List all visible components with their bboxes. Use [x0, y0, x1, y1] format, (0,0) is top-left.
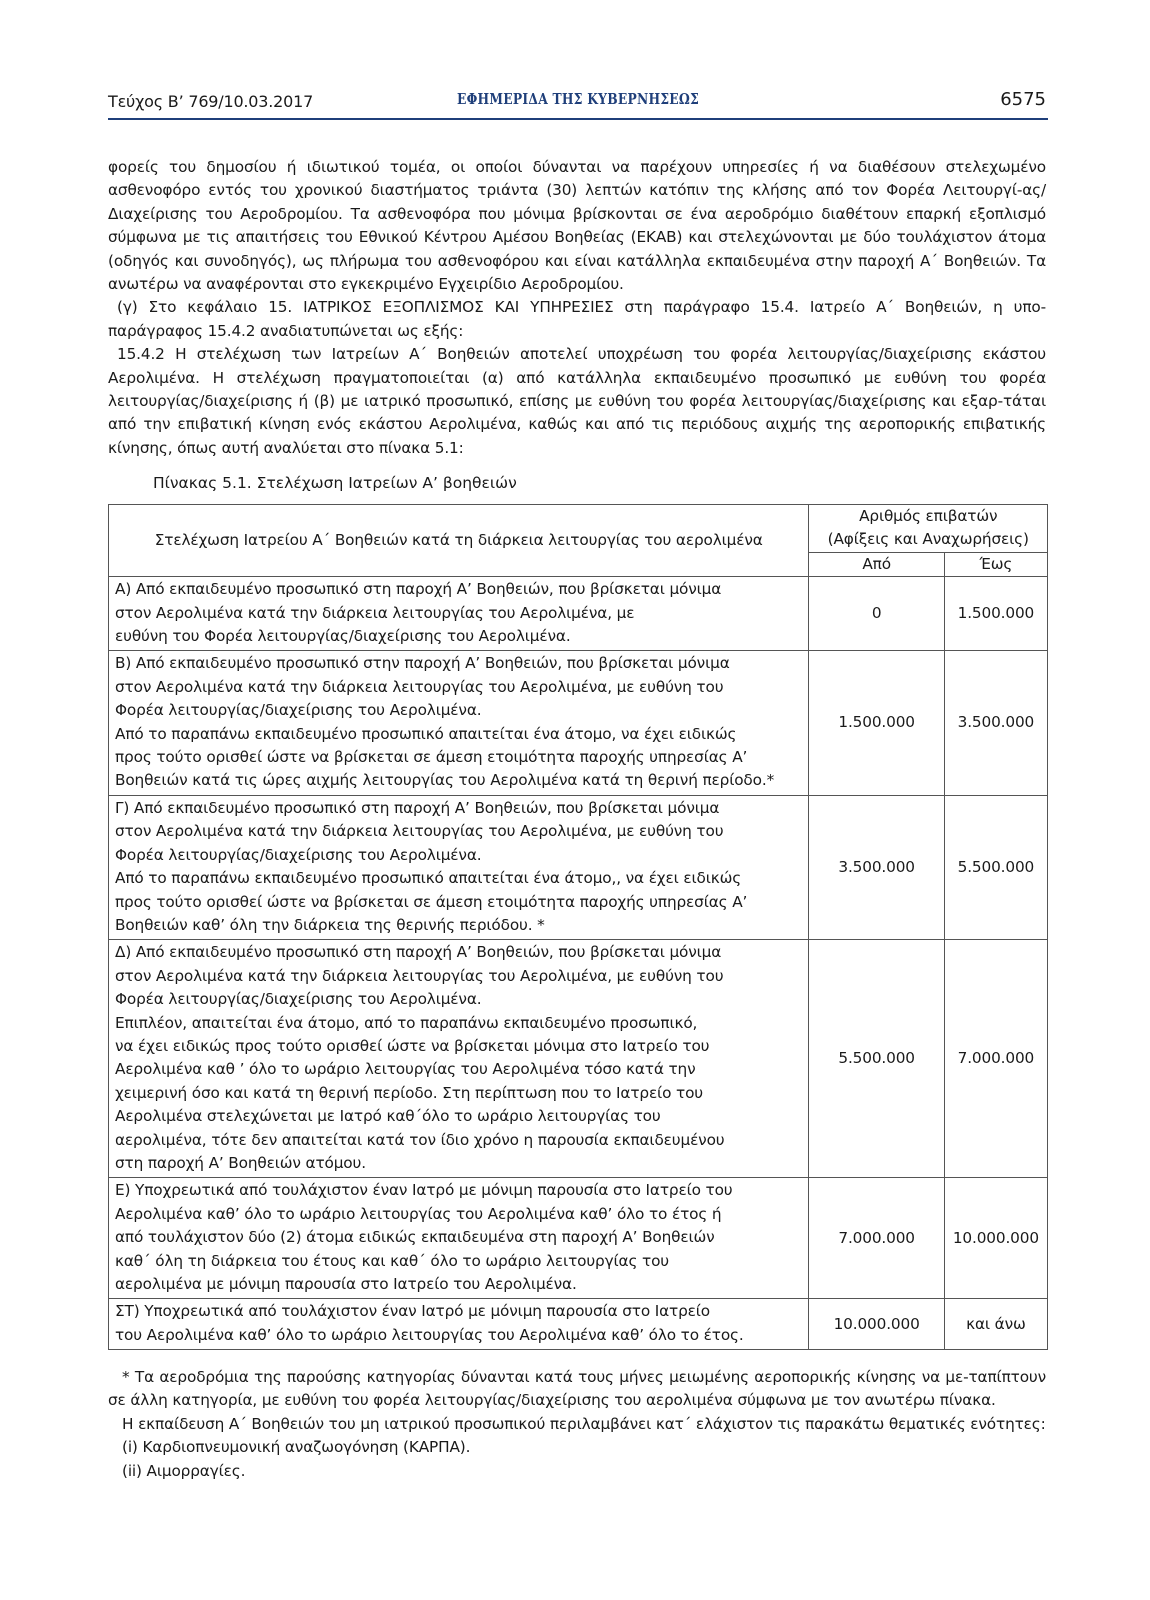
staffing-description: [109, 795, 809, 939]
description-line: Α) Από εκπαιδευμένο προσωπικό στη παροχή Α’ Βοηθειών, που βρίσκεται μόνιμα: [115, 580, 722, 599]
description-line: στον Αερολιμένα κατά την διάρκεια λειτουργίας του Αερολιμένα, με ευθύνη του: [115, 822, 724, 841]
table-caption: Πίνακας 5.1. Στελέχωση Ιατρείων Α’ βοηθειών: [153, 474, 517, 492]
passengers-from: 3.500.000: [809, 795, 944, 939]
description-line: Αερολιμένα στελεχώνεται με Ιατρό καθ΄όλο το ωράριο λειτουργίας του: [115, 1107, 661, 1126]
passengers-from: 0: [809, 577, 944, 651]
description-line: Αερολιμένα καθ ’ όλο το ωράριο λειτουργίας του Αερολιμένα τόσο κατά την: [115, 1060, 696, 1079]
page-header: [108, 88, 1048, 120]
paragraph: 15.4.2 Η στελέχωση των Ιατρείων Α΄ Βοηθειών αποτελεί υποχρέωση του φορέα λειτουργίας/διαχείρισης εκάστου Αερολιμένα. Η στελέχωση πραγματοποιείται (α) από κατάλληλα εκπαιδευμένο προσωπικό με ευθύνη του φορέα λειτουργίας/διαχείρισης ή (β) με ιατρικό προσωπικό, επίσης με ευθύνη του φορέα λειτουργίας/διαχείρισης και εξαρ-τάται από την επιβατική κίνηση ενός εκάστου Αερολιμένα, καθώς και από τις περιόδους αιχμής της αεροπορικής επιβατικής κίνησης, όπως αυτή αναλύεται στο πίνακα 5.1:: [108, 345, 1046, 457]
staffing-table: [108, 504, 1048, 1350]
description-line: Από το παραπάνω εκπαιδευμένο προσωπικό απαιτείται ένα άτομο,, να έχει ειδικώς: [115, 869, 742, 888]
intro-text: [108, 156, 1046, 460]
training-paragraph: Η εκπαίδευση Α΄ Βοηθειών του μη ιατρικού προσωπικού περιλαμβάνει κατ΄ ελάχιστον τις παρακάτω θεματικές ενότητες:: [122, 1414, 1046, 1433]
table-row: [109, 1178, 1048, 1299]
description-line: από τουλάχιστον δύο (2) άτομα ειδικώς εκπαιδευμένα στη παροχή Α’ Βοηθειών: [115, 1228, 715, 1247]
description-line: να έχει ειδικώς προς τούτο ορισθεί ώστε να βρίσκεται μόνιμα στο Ιατρείο του: [115, 1036, 710, 1055]
footnote: * Τα αεροδρόμια της παρούσης κατηγορίας δύνανται κατά τους μήνες μειωμένης αεροπορικής κίνησης να με-ταπίπτουν σε άλλη κατηγορία, με ευθύνη του φορέα λειτουργίας/διαχείρισης του αερολιμένα σύμφωνα με τον ανωτέρω πίνακα.: [108, 1368, 1046, 1410]
passengers-to: 3.500.000: [944, 651, 1047, 795]
description-line: αερολιμένα με μόνιμη παρουσία στο Ιατρείο του Αερολιμένα.: [115, 1275, 577, 1293]
description-line: Δ) Από εκπαιδευμένο προσωπικό στη παροχή Α’ Βοηθειών, που βρίσκεται μόνιμα: [115, 943, 722, 962]
footer-text: [108, 1366, 1046, 1483]
gazette-title: ΕΦΗΜΕΡΙΔΑ ΤΗΣ ΚΥΒΕΡΝΗΣΕΩΣ: [456, 90, 700, 108]
description-line: στον Αερολιμένα κατά την διάρκεια λειτουργίας του Αερολιμένα, με ευθύνη του: [115, 677, 724, 696]
description-line: Φορέα λειτουργίας/διαχείρισης του Αερολιμένα.: [115, 845, 482, 864]
description-line: Β) Από εκπαιδευμένο προσωπικό στην παροχή Α’ Βοηθειών, που βρίσκεται μόνιμα: [115, 654, 730, 673]
description-line: Αερολιμένα καθ’ όλο το ωράριο λειτουργίας του Αερολιμένα καθ’ όλο το έτος ή: [115, 1204, 722, 1223]
passengers-to: και άνω: [944, 1299, 1047, 1350]
passengers-from: 5.500.000: [809, 940, 944, 1178]
description-line: Βοηθειών κατά τις ώρες αιχμής λειτουργίας του Αερολιμένα κατά τη θερινή περίοδο.*: [115, 771, 775, 790]
description-line: στον Αερολιμένα κατά την διάρκεια λειτουργίας του Αερολιμένα, με ευθύνη του: [115, 966, 724, 985]
header-staffing: Στελέχωση Ιατρείου Α΄ Βοηθειών κατά τη διάρκεια λειτουργίας του αερολιμένα: [109, 505, 809, 577]
header-to: Έως: [944, 552, 1047, 576]
description-line: Φορέα λειτουργίας/διαχείρισης του Αερολιμένα.: [115, 990, 482, 1009]
description-line: Φορέα λειτουργίας/διαχείρισης του Αερολιμένα.: [115, 701, 482, 720]
header-passengers-line1: Αριθμός επιβατών: [859, 507, 998, 525]
issue-info: Τεύχος Β’ 769/10.03.2017: [108, 92, 314, 111]
staffing-description: [109, 577, 809, 651]
staffing-description: [109, 1299, 809, 1350]
page-number: 6575: [1000, 89, 1046, 110]
description-line: χειμερινή όσο και κατά τη θερινή περίοδο. Στη περίπτωση που το Ιατρείο του: [115, 1083, 703, 1102]
passengers-from: 1.500.000: [809, 651, 944, 795]
staffing-description: [109, 940, 809, 1178]
passengers-from: 10.000.000: [809, 1299, 944, 1350]
description-line: Γ) Από εκπαιδευμένο προσωπικό στη παροχή Α’ Βοηθειών, που βρίσκεται μόνιμα: [115, 798, 720, 817]
description-line: στον Αερολιμένα κατά την διάρκεια λειτουργίας του Αερολιμένα, με: [115, 603, 635, 622]
passengers-to: 1.500.000: [944, 577, 1047, 651]
description-line: ΣΤ) Υποχρεωτικά από τουλάχιστον έναν Ιατρό με μόνιμη παρουσία στο Ιατρείο: [115, 1302, 711, 1321]
paragraph: φορείς του δημοσίου ή ιδιωτικού τομέα, οι οποίοι δύνανται να παρέχουν υπηρεσίες ή να διαθέσουν στελεχωμένο ασθενοφόρο εντός του χρονικού διαστήματος τριάντα (30) λεπτών κατόπιν της κλήσης από τον Φορέα Λειτουργί-ας/Διαχείρισης του Αεροδρομίου. Τα ασθενοφόρα που μόνιμα βρίσκονται σε ένα αεροδρόμιο διαθέτουν επαρκή εξοπλισμό σύμφωνα με τις απαιτήσεις του Εθνικού Κέντρου Αμέσου Βοηθείας (ΕΚΑΒ) και στελεχώνονται με δύο τουλάχιστον άτομα (οδηγός και συνοδηγός), ως πλήρωμα του ασθενοφόρου και είναι κατάλληλα εκπαιδευμένα στην παροχή Α΄ Βοηθειών. Τα ανωτέρω να αναφέρονται στο εγκεκριμένο Εγχειρίδιο Αεροδρομίου.: [108, 158, 1046, 294]
description-line: Από το παραπάνω εκπαιδευμένο προσωπικό απαιτείται ένα άτομο, να έχει ειδικώς: [115, 724, 737, 743]
table-row: [109, 651, 1048, 795]
description-line: του Αερολιμένα καθ’ όλο το ωράριο λειτουργίας του Αερολιμένα καθ’ όλο το έτος.: [115, 1325, 744, 1344]
table-row: [109, 1299, 1048, 1350]
description-line: καθ΄ όλη τη διάρκεια του έτους και καθ΄ όλο το ωράριο λειτουργίας του: [115, 1251, 669, 1270]
description-line: στη παροχή Α’ Βοηθειών ατόμου.: [115, 1153, 366, 1172]
description-line: Βοηθειών καθ’ όλη την διάρκεια της θερινής περιόδου. *: [115, 915, 545, 934]
description-line: προς τούτο ορισθεί ώστε να βρίσκεται σε άμεση ετοιμότητα παροχής υπηρεσίας Α’: [115, 748, 748, 767]
passengers-from: 7.000.000: [809, 1178, 944, 1299]
list-item: (ii) Αιμορραγίες.: [122, 1461, 246, 1480]
paragraph: (γ) Στο κεφάλαιο 15. ΙΑΤΡΙΚΟΣ ΕΞΟΠΛΙΣΜΟΣ ΚΑΙ ΥΠΗΡΕΣΙΕΣ στη παράγραφο 15.4. Ιατρείο Α΄ Βοηθειών, η υπο-παράγραφος 15.4.2 αναδιατυπώνεται ως εξής:: [108, 298, 1046, 340]
table-row: [109, 577, 1048, 651]
passengers-to: 10.000.000: [944, 1178, 1047, 1299]
description-line: Επιπλέον, απαιτείται ένα άτομο, από το παραπάνω εκπαιδευμένο προσωπικό,: [115, 1013, 698, 1032]
header-passengers: [809, 505, 1048, 553]
description-line: προς τούτο ορισθεί ώστε να βρίσκεται σε άμεση ετοιμότητα παροχής υπηρεσίας Α’: [115, 892, 748, 911]
description-line: ευθύνη του Φορέα λειτουργίας/διαχείρισης του Αερολιμένα.: [115, 627, 571, 646]
table-row: [109, 940, 1048, 1178]
table-row: [109, 795, 1048, 939]
description-line: αερολιμένα, τότε δεν απαιτείται κατά τον ίδιο χρόνο η παρουσία εκπαιδευμένου: [115, 1130, 725, 1149]
passengers-to: 7.000.000: [944, 940, 1047, 1178]
staffing-description: [109, 1178, 809, 1299]
header-passengers-line2: (Αφίξεις και Αναχωρήσεις): [827, 530, 1029, 549]
header-from: Από: [809, 552, 944, 576]
description-line: Ε) Υποχρεωτικά από τουλάχιστον έναν Ιατρό με μόνιμη παρουσία στο Ιατρείο του: [115, 1181, 733, 1200]
staffing-description: [109, 651, 809, 795]
passengers-to: 5.500.000: [944, 795, 1047, 939]
list-item: (i) Καρδιοπνευμονική αναζωογόνηση (ΚΑΡΠΑ).: [122, 1438, 471, 1457]
